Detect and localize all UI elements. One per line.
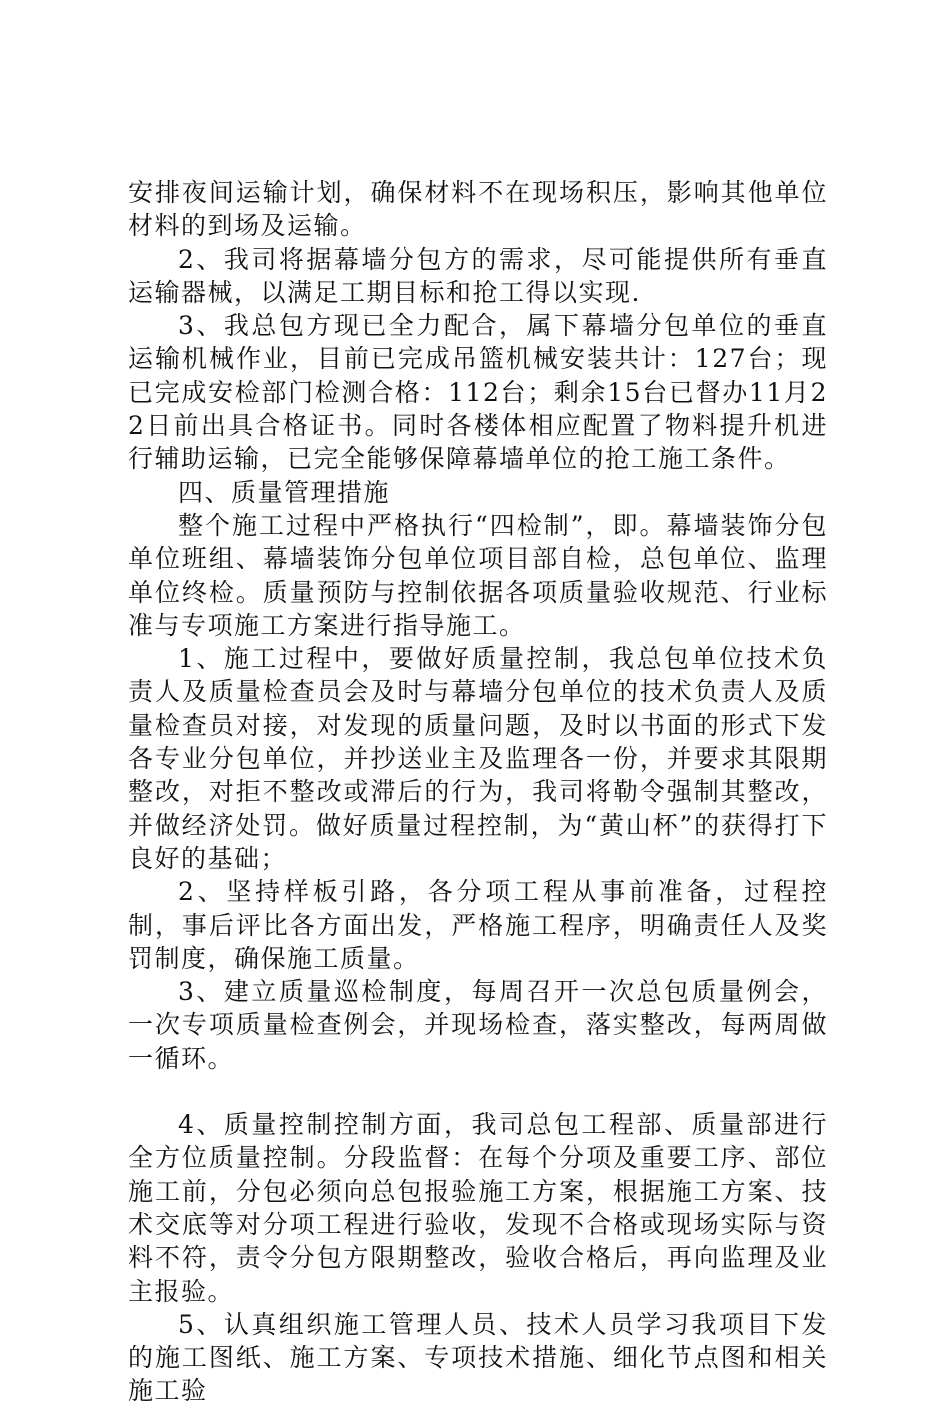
paragraph-spacer (128, 1075, 828, 1108)
paragraph-transport-plan: 安排夜间运输计划，确保材料不在现场积压，影响其他单位材料的到场及运输。 (128, 178, 828, 241)
paragraph-item-5-staff-training: 5、认真组织施工管理人员、技术人员学习我项目下发的施工图纸、施工方案、专项技术措施、细化节点图和相关施工验 (128, 1309, 828, 1406)
paragraph-item-2-vertical-transport: 2、我司将据幕墙分包方的需求，尽可能提供所有垂直运输器械，以满足工期目标和抢工得以实现. (128, 244, 828, 307)
paragraph-item-4-segment-supervision: 4、质量控制控制方面，我司总包工程部、质量部进行全方位质量控制。分段监督：在每个分项及重要工序、部位施工前，分包必须向总包报验施工方案，根据施工方案、技术交底等对分项工程进行验收，发现不合格或现场实际与资料不符，责令分包方限期整改，验收合格后，再向监理及业主报验。 (128, 1110, 828, 1306)
document-body (128, 176, 828, 1408)
paragraph-item-3-gondola-install: 3、我总包方现已全力配合，属下幕墙分包单位的垂直运输机械作业，目前已完成吊篮机械安装共计：127台；现已完成安检部门检测合格：112台；剩余15台已督办11月22日前出具合格证书。同时各楼体相应配置了物料提升机进行辅助运输，已完全能够保障幕墙单位的抢工施工条件。 (128, 311, 828, 474)
paragraph-item-3-patrol-inspection: 3、建立质量巡检制度，每周召开一次总包质量例会，一次专项质量检查例会，并现场检查，落实整改，每两周做一循环。 (128, 977, 828, 1073)
paragraph-item-1-quality-control: 1、施工过程中，要做好质量控制，我总包单位技术负责人及质量检查员会及时与幕墙分包单位的技术负责人及质量检查员对接，对发现的质量问题，及时以书面的形式下发各专业分包单位，并抄送业主及监理各一份，并要求其限期整改，对拒不整改或滞后的行为，我司将勒令强制其整改，并做经济处罚。做好质量过程控制，为“黄山杯”的获得打下良好的基础； (128, 644, 828, 873)
paragraph-item-2-sample-guidance: 2、坚持样板引路，各分项工程从事前准备，过程控制，事后评比各方面出发，严格施工程序，明确责任人及奖罚制度，确保施工质量。 (128, 877, 828, 973)
section-heading-quality-management: 四、质量管理措施 (178, 477, 391, 507)
paragraph-four-inspection-system: 整个施工过程中严格执行“四检制”，即。幕墙装饰分包单位班组、幕墙装饰分包单位项目部自检，总包单位、监理单位终检。质量预防与控制依据各项质量验收规范、行业标准与专项施工方案进行指导施工。 (128, 510, 828, 640)
